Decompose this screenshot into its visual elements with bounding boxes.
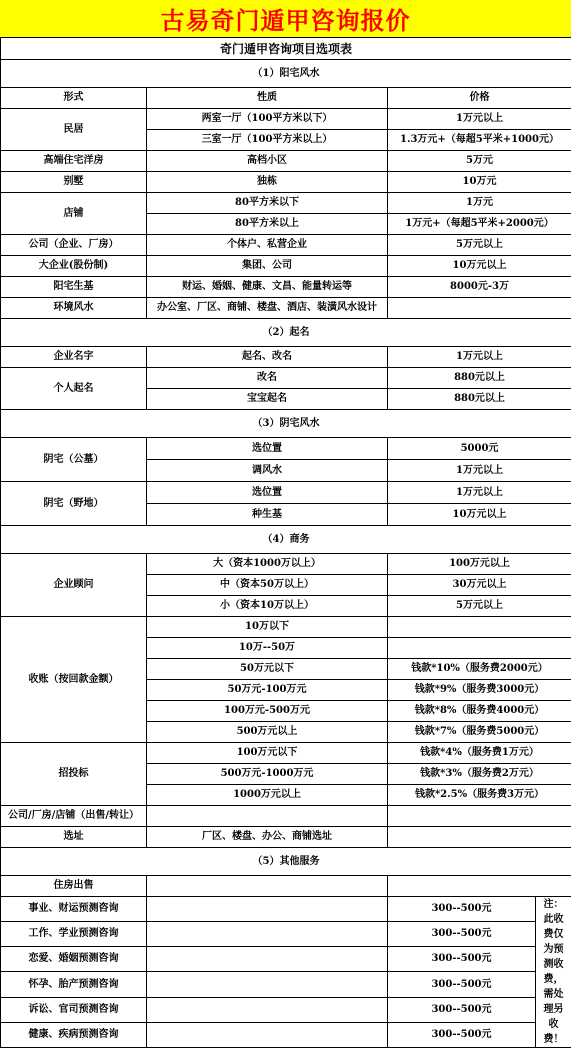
- price-cell: [388, 617, 571, 638]
- price-cell: 钱款*9%（服务费3000元）: [388, 680, 571, 701]
- nature-cell: 50万元以下: [147, 659, 388, 680]
- nature-cell: 办公室、厂区、商铺、楼盘、酒店、装潢风水设计: [147, 298, 388, 319]
- nature-cell: 80平方米以上: [147, 214, 388, 235]
- column-header-form: 形式: [1, 88, 147, 109]
- nature-cell: 大（资本1000万以上）: [147, 554, 388, 575]
- nature-cell: 独栋: [147, 172, 388, 193]
- price-cell: 880元以上: [388, 389, 571, 410]
- row-label: 环境风水: [1, 298, 147, 319]
- price-cell: 1.3万元+（每超5平米+1000元）: [388, 130, 571, 151]
- row-label: 阴宅（公墓）: [1, 438, 147, 482]
- price-cell: 10万元以上: [388, 504, 571, 526]
- nature-cell: 集团、公司: [147, 256, 388, 277]
- nature-cell: 宝宝起名: [147, 389, 388, 410]
- page-title: 古易奇门遁甲咨询报价: [161, 1, 411, 36]
- price-cell: [388, 876, 571, 897]
- nature-cell: 财运、婚姻、健康、文昌、能量转运等: [147, 277, 388, 298]
- nature-cell: 80平方米以下: [147, 193, 388, 214]
- row-label: 公司/厂房/店铺（出售/转让）: [1, 806, 147, 827]
- row-label: 阳宅生基: [1, 277, 147, 298]
- price-cell: 1万元+（每超5平米+2000元）: [388, 214, 571, 235]
- row-label: 大企业(股份制): [1, 256, 147, 277]
- price-cell: 880元以上: [388, 368, 571, 389]
- price-cell: 300--500元: [388, 997, 536, 1022]
- price-cell: 300--500元: [388, 972, 536, 997]
- section-heading: （1）阳宅风水: [1, 60, 571, 88]
- nature-cell: 10万--50万: [147, 638, 388, 659]
- price-cell: 钱款*8%（服务费4000元）: [388, 701, 571, 722]
- price-cell: [388, 298, 571, 319]
- section-heading: （3）阴宅风水: [1, 410, 571, 438]
- nature-cell: [147, 947, 388, 972]
- row-label: 民居: [1, 109, 147, 151]
- nature-cell: 50万元-100万元: [147, 680, 388, 701]
- section-heading: （2）起名: [1, 319, 571, 347]
- row-label: 高端住宅洋房: [1, 151, 147, 172]
- price-cell: 钱款*10%（服务费2000元）: [388, 659, 571, 680]
- price-cell: [388, 638, 571, 659]
- row-label: 恋爱、婚姻预测咨询: [1, 947, 147, 972]
- row-label: 公司（企业、厂房）: [1, 235, 147, 256]
- row-label: 招投标: [1, 743, 147, 806]
- row-label: 健康、疾病预测咨询: [1, 1022, 147, 1047]
- nature-cell: 种生基: [147, 504, 388, 526]
- nature-cell: 选位置: [147, 482, 388, 504]
- row-label: 住房出售: [1, 876, 147, 897]
- nature-cell: 改名: [147, 368, 388, 389]
- price-cell: 钱款*7%（服务费5000元）: [388, 722, 571, 743]
- fee-note: 注：此收费仅为预测收费，需处理另收费！: [536, 897, 571, 1048]
- row-label: 企业顾问: [1, 554, 147, 617]
- row-label: 选址: [1, 827, 147, 848]
- nature-cell: 两室一厅（100平方米以下）: [147, 109, 388, 130]
- price-cell: 钱款*3%（服务费2万元）: [388, 764, 571, 785]
- price-cell: 5000元: [388, 438, 571, 460]
- price-cell: 300--500元: [388, 922, 536, 947]
- row-label: 收账（按回款金额）: [1, 617, 147, 743]
- price-cell: 钱款*2.5%（服务费3万元）: [388, 785, 571, 806]
- nature-cell: 100万元以下: [147, 743, 388, 764]
- nature-cell: 高档小区: [147, 151, 388, 172]
- row-label: 诉讼、官司预测咨询: [1, 997, 147, 1022]
- price-cell: 100万元以上: [388, 554, 571, 575]
- nature-cell: 中（资本50万以上）: [147, 575, 388, 596]
- price-cell: 1万元: [388, 193, 571, 214]
- price-cell: 1万元以上: [388, 460, 571, 482]
- price-cell: 300--500元: [388, 947, 536, 972]
- nature-cell: 调风水: [147, 460, 388, 482]
- price-cell: 钱款*4%（服务费1万元）: [388, 743, 571, 764]
- nature-cell: 起名、改名: [147, 347, 388, 368]
- row-label: 店铺: [1, 193, 147, 235]
- price-cell: 5万元以上: [388, 235, 571, 256]
- price-cell: 1万元以上: [388, 347, 571, 368]
- nature-cell: 100万元-500万元: [147, 701, 388, 722]
- price-cell: [388, 806, 571, 827]
- nature-cell: 厂区、楼盘、办公、商铺选址: [147, 827, 388, 848]
- price-cell: 1万元以上: [388, 482, 571, 504]
- nature-cell: 500万元-1000万元: [147, 764, 388, 785]
- nature-cell: 三室一厅（100平方米以上）: [147, 130, 388, 151]
- nature-cell: [147, 897, 388, 922]
- price-cell: 5万元以上: [388, 596, 571, 617]
- nature-cell: [147, 922, 388, 947]
- section-heading: （4）商务: [1, 526, 571, 554]
- nature-cell: 500万元以上: [147, 722, 388, 743]
- price-cell: 10万元以上: [388, 256, 571, 277]
- nature-cell: 选位置: [147, 438, 388, 460]
- price-cell: 30万元以上: [388, 575, 571, 596]
- nature-cell: [147, 1022, 388, 1047]
- row-label: 工作、学业预测咨询: [1, 922, 147, 947]
- title-banner: [0, 0, 571, 38]
- price-cell: 5万元: [388, 151, 571, 172]
- row-label: 个人起名: [1, 368, 147, 410]
- nature-cell: 10万以下: [147, 617, 388, 638]
- row-label: 阴宅（野地）: [1, 482, 147, 526]
- table-title: 奇门遁甲咨询项目选项表: [1, 38, 571, 60]
- nature-cell: [147, 876, 388, 897]
- nature-cell: 1000万元以上: [147, 785, 388, 806]
- row-label: 怀孕、胎产预测咨询: [1, 972, 147, 997]
- nature-cell: [147, 997, 388, 1022]
- price-cell: 300--500元: [388, 897, 536, 922]
- row-label: 别墅: [1, 172, 147, 193]
- price-cell: [388, 827, 571, 848]
- nature-cell: [147, 806, 388, 827]
- row-label: 企业名字: [1, 347, 147, 368]
- column-header-price: 价格: [388, 88, 571, 109]
- section-heading: （5）其他服务: [1, 848, 571, 876]
- price-cell: 300--500元: [388, 1022, 536, 1047]
- column-header-nature: 性质: [147, 88, 388, 109]
- nature-cell: [147, 972, 388, 997]
- nature-cell: 小（资本10万以上）: [147, 596, 388, 617]
- row-label: 事业、财运预测咨询: [1, 897, 147, 922]
- price-cell: 8000元-3万: [388, 277, 571, 298]
- nature-cell: 个体户、私营企业: [147, 235, 388, 256]
- price-cell: 1万元以上: [388, 109, 571, 130]
- price-cell: 10万元: [388, 172, 571, 193]
- price-table: [0, 37, 571, 1048]
